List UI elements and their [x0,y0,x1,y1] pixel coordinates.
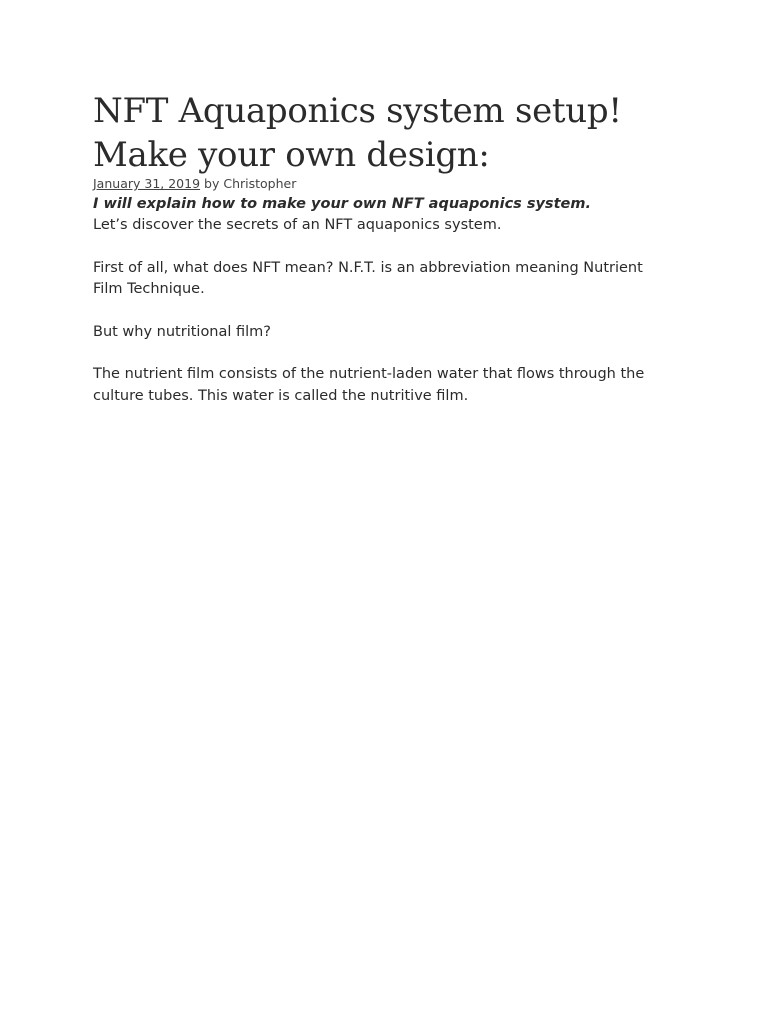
article-title-line2: Make your own design: [93,135,490,175]
article-title-line1: NFT Aquaponics system setup! [93,91,622,131]
lead-text: I will explain how to make your own NFT aquaponics system. [93,196,591,212]
author-name: Christopher [223,176,297,191]
paragraph-question: But why nutritional film? [93,323,272,340]
paragraph-intro: Let’s discover the secrets of an NFT aquaponics system. [93,217,502,233]
article-meta [93,176,668,192]
article-title [93,89,668,177]
paragraph-nutrient-film: The nutrient film consists of the nutrient-laden water that flows through the culture tubes. This water is called the nutritive film. [93,366,645,404]
byline-by: by [204,176,220,191]
post-date-link[interactable]: January 31, 2019 [93,176,201,191]
paragraph-nft-meaning: First of all, what does NFT mean? N.F.T. is an abbreviation meaning Nutrient Film Technique. [93,259,643,297]
